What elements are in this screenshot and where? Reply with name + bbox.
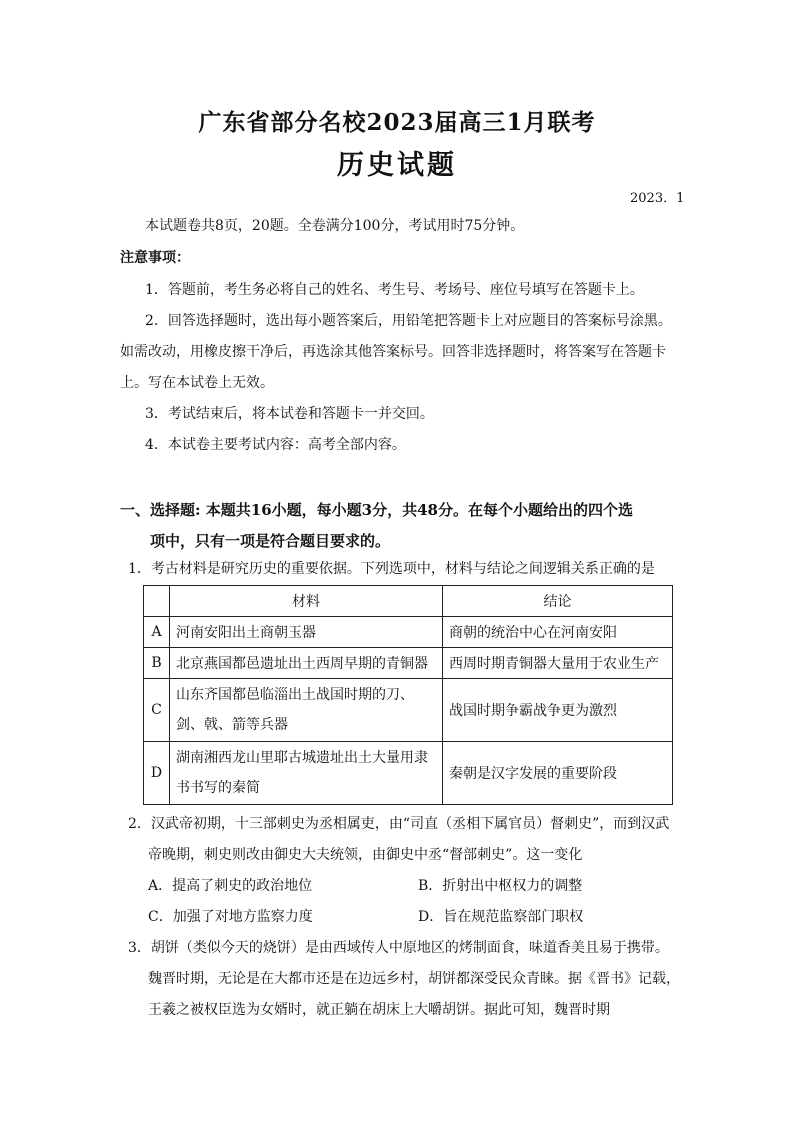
row-letter: D <box>144 742 170 805</box>
section-heading-line-2: 项中，只有一项是符合题目要求的。 <box>150 532 391 550</box>
notice-item-2-line-2: 如需改动，用橡皮擦干净后，再选涂其他答案标号。回答非选择题时，将答案写在答题卡 <box>120 344 666 360</box>
row-letter: B <box>144 648 170 679</box>
table-header-blank <box>144 586 170 617</box>
table-row <box>144 648 673 679</box>
row-letter: A <box>144 617 170 648</box>
table-header-conclusion: 结论 <box>443 586 673 617</box>
notice-item-2-line-3: 上。写在本试卷上无效。 <box>120 375 274 391</box>
row-conclusion: 秦朝是汉字发展的重要阶段 <box>443 742 673 805</box>
table-row <box>144 679 673 742</box>
section-heading-line-1: 一、选择题: 本题共16小题，每小题3分，共48分。在每个小题给出的四个选 <box>120 501 633 519</box>
question-3-stem-line-2: 魏晋时期，无论是在大都市还是在边远乡村，胡饼都深受民众青睐。据《晋书》记载， <box>148 971 680 987</box>
exam-title: 广东省部分名校2023届高三1月联考 <box>198 109 596 136</box>
row-conclusion: 西周时期青铜器大量用于农业生产 <box>443 648 673 679</box>
question-2-stem-line-1: 2．汉武帝初期，十三部刺史为丞相属吏，由“司直（丞相下属官员）督刺史”，而到汉武 <box>128 816 670 832</box>
table-row <box>144 617 673 648</box>
notice-item-4: 4．本试卷主要考试内容：高考全部内容。 <box>145 437 406 453</box>
question-2-option-a: A．提高了刺史的政治地位 <box>148 878 313 894</box>
question-3-stem-line-1: 3．胡饼（类似今天的烧饼）是由西域传人中原地区的烤制面食，味道香美且易于携带。 <box>128 940 669 956</box>
question-2-option-b: B．折射出中枢权力的调整 <box>418 878 583 894</box>
exam-date: 2023．1 <box>630 191 685 206</box>
notice-heading: 注意事项： <box>120 250 190 266</box>
table-row <box>144 742 673 805</box>
question-2-option-c: C．加强了对地方监察力度 <box>148 909 313 925</box>
row-material: 山东齐国都邑临淄出土战国时期的刀、剑、戟、箭等兵器 <box>170 679 443 742</box>
row-conclusion: 战国时期争霸战争更为激烈 <box>443 679 673 742</box>
notice-item-1: 1．答题前，考生务必将自己的姓名、考生号、考场号、座位号填写在答题卡上。 <box>145 282 644 298</box>
question-1-stem: 1．考古材料是研究历史的重要依据。下列选项中，材料与结论之间逻辑关系正确的是 <box>128 561 655 577</box>
row-conclusion: 商朝的统治中心在河南安阳 <box>443 617 673 648</box>
question-2-option-d: D．旨在规范监察部门职权 <box>418 909 584 925</box>
row-material: 湖南湘西龙山里耶古城遗址出土大量用隶书书写的秦简 <box>170 742 443 805</box>
notice-item-2-line-1: 2．回答选择题时，选出每小题答案后，用铅笔把答题卡上对应题目的答案标号涂黑。 <box>145 313 672 329</box>
row-material: 河南安阳出土商朝玉器 <box>170 617 443 648</box>
question-2-stem-line-2: 帝晚期，刺史则改由御史大夫统领，由御史中丞“督部刺史”。这一变化 <box>148 847 583 863</box>
table-header-material: 材料 <box>170 586 443 617</box>
question-3-stem-line-3: 王羲之被权臣选为女婿时，就正躺在胡床上大嚼胡饼。据此可知，魏晋时期 <box>148 1002 610 1018</box>
row-letter: C <box>144 679 170 742</box>
table-header-row <box>144 586 673 617</box>
question-1-table <box>143 585 673 805</box>
intro-text: 本试题卷共8页，20题。全卷满分100分，考试用时75分钟。 <box>145 218 525 234</box>
row-material: 北京燕国都邑遗址出土西周早期的青铜器 <box>170 648 443 679</box>
notice-item-3: 3．考试结束后，将本试卷和答题卡一并交回。 <box>145 406 434 422</box>
exam-subject: 历史试题 <box>337 150 457 181</box>
